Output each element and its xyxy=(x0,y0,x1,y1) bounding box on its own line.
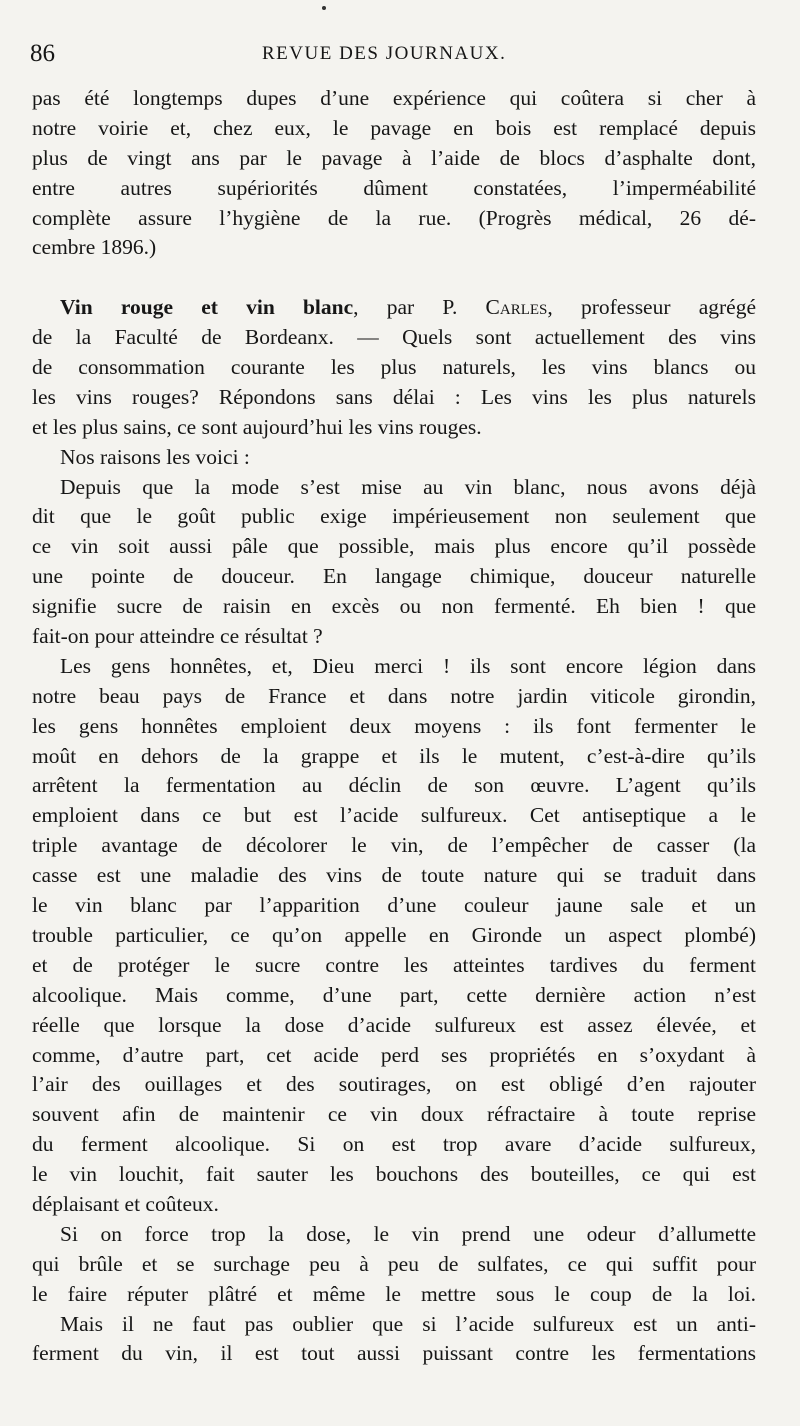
text-line: l’air des ouillages et des soutirages, on est obligé d’en rajouter xyxy=(32,1072,756,1097)
text-line: plus de vingt ans par le pavage à l’aide de blocs d’asphalte dont, xyxy=(32,145,756,170)
text-line: Depuis que la mode s’est mise au vin blanc, nous avons déjà xyxy=(60,474,756,499)
text-line: le vin louchit, fait sauter les bouchons des bouteilles, ce qui est xyxy=(32,1162,756,1187)
text-line: souvent afin de maintenir ce vin doux réfractaire à toute reprise xyxy=(32,1102,756,1127)
article-title: Vin rouge et vin blanc xyxy=(60,295,354,320)
text-line: pas été longtemps dupes d’une expérience qui coûtera si cher à xyxy=(32,86,756,110)
text-line: le vin blanc par l’apparition d’une couleur jaune sale et un xyxy=(32,893,756,918)
text-line: de la Faculté de Bordeanx. — Quels sont actuellement des vins xyxy=(32,325,756,350)
text-line: et les plus sains, ce sont aujourd’hui les vins rouges. xyxy=(32,414,482,439)
text-line: Si on force trop la dose, le vin prend une odeur d’allumette xyxy=(60,1221,756,1246)
text-line: triple avantage de décolorer le vin, de l’empêcher de casser (la xyxy=(32,833,756,858)
text-line: alcoolique. Mais comme, d’une part, cette dernière action n’est xyxy=(32,982,756,1007)
text-line: arrêtent la fermentation au déclin de son œuvre. L’agent qu’ils xyxy=(32,773,756,798)
article-author-role: , professeur agrégé xyxy=(547,295,756,320)
text-line: une pointe de douceur. En langage chimique, douceur naturelle xyxy=(32,564,756,589)
print-dot xyxy=(322,6,326,10)
text-line: le faire réputer plâtré et même le mettre sous le coup de la loi. xyxy=(32,1281,756,1306)
article-heading-line xyxy=(32,293,756,323)
text-line: Les gens honnêtes, et, Dieu merci ! ils sont encore légion dans xyxy=(60,653,756,678)
text-line: cembre 1896.) xyxy=(32,235,157,260)
page-number: 86 xyxy=(30,40,55,67)
text-line: déplaisant et coûteux. xyxy=(32,1191,219,1216)
text-line: notre voirie et, chez eux, le pavage en bois est remplacé depuis xyxy=(32,115,756,140)
text-line: complète assure l’hygiène de la rue. (Progrès médical, 26 dé- xyxy=(32,205,756,230)
text-line: les vins rouges? Répondons sans délai : Les vins les plus naturels xyxy=(32,384,756,409)
article-byline: , par P. xyxy=(353,295,486,320)
article-author: Carles xyxy=(485,295,548,320)
running-title: REVUE DES JOURNAUX. xyxy=(262,43,507,64)
text-line: de consommation courante les plus naturels, les vins blancs ou xyxy=(32,355,756,380)
text-line: emploient dans ce but est l’acide sulfureux. Cet antiseptique a le xyxy=(32,803,756,828)
text-line: casse est une maladie des vins de toute nature qui se traduit dans xyxy=(32,863,756,888)
text-line: du ferment alcoolique. Si on est trop avare d’acide sulfureux, xyxy=(32,1132,756,1157)
text-line: trouble particulier, ce qu’on appelle en Gironde un aspect plombé) xyxy=(32,922,756,947)
text-line: moût en dehors de la grappe et ils le mutent, c’est-à-dire qu’ils xyxy=(32,743,756,768)
text-line: Nos raisons les voici : xyxy=(60,444,250,469)
text-line: dit que le goût public exige impérieusement non seulement que xyxy=(32,504,756,529)
body-text xyxy=(32,84,756,1369)
text-line: Mais il ne faut pas oublier que si l’acide sulfureux est un anti- xyxy=(60,1311,756,1336)
blank-line xyxy=(32,263,756,293)
text-line: comme, d’autre part, cet acide perd ses propriétés en s’oxydant à xyxy=(32,1042,756,1067)
text-line: les gens honnêtes emploient deux moyens : ils font fermenter le xyxy=(32,713,756,738)
text-line: ce vin soit aussi pâle que possible, mais plus encore qu’il possède xyxy=(32,534,756,559)
text-line: et de protéger le sucre contre les atteintes tardives du ferment xyxy=(32,952,756,977)
text-line: fait-on pour atteindre ce résultat ? xyxy=(32,624,323,649)
page-header xyxy=(30,40,760,76)
text-line: entre autres supériorités dûment constatées, l’imperméabilité xyxy=(32,175,756,200)
text-line: signifie sucre de raisin en excès ou non fermenté. Eh bien ! que xyxy=(32,594,756,619)
text-line: qui brûle et se surchage peu à peu de sulfates, ce qui suffit pour xyxy=(32,1251,756,1276)
text-line: ferment du vin, il est tout aussi puissant contre les fermentations xyxy=(32,1341,756,1366)
text-line: notre beau pays de France et dans notre jardin viticole girondin, xyxy=(32,683,756,708)
text-line: réelle que lorsque la dose d’acide sulfureux est assez élevée, et xyxy=(32,1012,756,1037)
